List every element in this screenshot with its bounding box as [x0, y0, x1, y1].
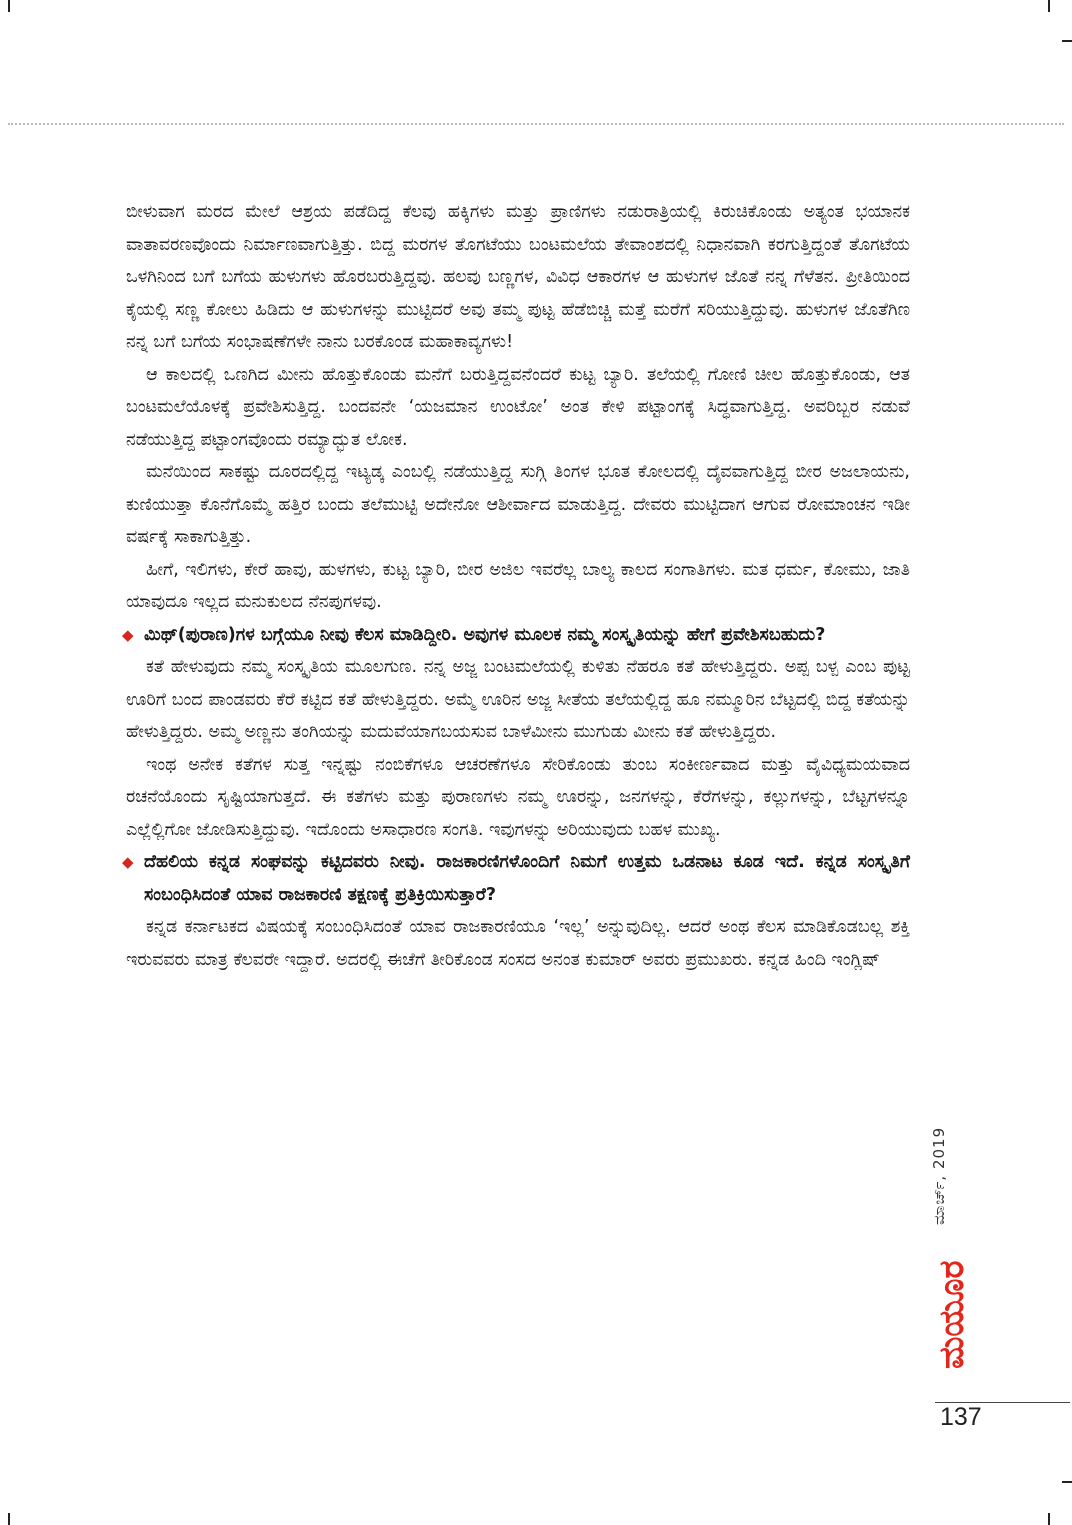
- question-text: ದೆಹಲಿಯ ಕನ್ನಡ ಸಂಘವನ್ನು ಕಟ್ಟಿದವರು ನೀವು. ರಾಜಕಾರಣಿಗಳೊಂದಿಗೆ ನಿಮಗೆ ಉತ್ತಮ ಒಡನಾಟ ಕೂಡ ಇದೆ. ಕನ್ನಡ ಸಂಸ್ಕೃತಿಗೆ ಸಂಬಂಧಿಸಿದಂತೆ ಯಾವ ರಾಜಕಾರಣಿ ತಕ್ಷಣಕ್ಕೆ ಪ್ರತಿಕ್ರಿಯಿಸುತ್ತಾರೆ?: [144, 852, 910, 905]
- crop-mark-top-right: [1048, 0, 1050, 12]
- question-text: ಮಿಥ್(ಪುರಾಣ)ಗಳ ಬಗ್ಗೆಯೂ ನೀವು ಕೆಲಸ ಮಾಡಿದ್ದೀರಿ. ಅವುಗಳ ಮೂಲಕ ನಮ್ಮ ಸಂಸ್ಕೃತಿಯನ್ನು ಹೇಗೆ ಪ್ರವೇಶಿಸಬಹುದು?: [144, 624, 826, 645]
- crop-mark-top-left: [8, 0, 10, 12]
- diamond-bullet-icon: ◆: [122, 853, 134, 871]
- diamond-bullet-icon: ◆: [122, 625, 134, 644]
- paragraph-6: ಇಂಥ ಅನೇಕ ಕತೆಗಳ ಸುತ್ತ ಇನ್ನಷ್ಟು ನಂಬಿಕೆಗಳೂ ಆಚರಣೆಗಳೂ ಸೇರಿಕೊಂಡು ತುಂಬ ಸಂಕೀರ್ಣವಾದ ಮತ್ತು ವೈವಿಧ್ಯಮಯವಾದ ರಚನೆಯೊಂದು ಸೃಷ್ಟಿಯಾಗುತ್ತದೆ. ಈ ಕತೆಗಳು ಮತ್ತು ಪುರಾಣಗಳು ನಮ್ಮ ಊರನ್ನು, ಜನಗಳನ್ನು, ಕೆರೆಗಳನ್ನು, ಕಲ್ಲುಗಳನ್ನು, ಬೆಟ್ಟಗಳನ್ನೂ ಎಲ್ಲೆಲ್ಲಿಗೋ ಜೋಡಿಸುತ್ತಿದ್ದುವು. ಇದೊಂದು ಅಸಾಧಾರಣ ಸಂಗತಿ. ಇವುಗಳನ್ನು ಅರಿಯುವುದು ಬಹಳ ಮುಖ್ಯ.: [126, 754, 910, 840]
- crop-mark-right-upper: [1062, 40, 1072, 42]
- paragraph-7: ಕನ್ನಡ ಕರ್ನಾಟಕದ ವಿಷಯಕ್ಕೆ ಸಂಬಂಧಿಸಿದಂತೆ ಯಾವ ರಾಜಕಾರಣಿಯೂ ‘ಇಲ್ಲ’ ಅನ್ನುವುದಿಲ್ಲ. ಆದರೆ ಅಂಥ ಕೆಲಸ ಮಾಡಿಕೊಡಬಲ್ಲ ಶಕ್ತಿ ಇರುವವರು ಮಾತ್ರ ಕೆಲವರೇ ಇದ್ದಾರೆ. ಅದರಲ್ಲಿ ಈಚೆಗೆ ತೀರಿಕೊಂಡ ಸಂಸದ ಅನಂತ ಕುಮಾರ್ ಅವರು ಪ್ರಮುಖರು. ಕನ್ನಡ ಹಿಂದಿ ಇಂಗ್ಲಿಷ್: [126, 917, 910, 970]
- crop-mark-bottom-left: [8, 1513, 10, 1525]
- paragraph-3: ಮನೆಯಿಂದ ಸಾಕಷ್ಟು ದೂರದಲ್ಲಿದ್ದ ಇಟ್ಯಡ್ಕ ಎಂಬಲ್ಲಿ ನಡೆಯುತ್ತಿದ್ದ ಸುಗ್ಗಿ ತಿಂಗಳ ಭೂತ ಕೋಲದಲ್ಲಿ ದೈವವಾಗುತ್ತಿದ್ದ ಬೀರ ಅಜಲಾಯನು, ಕುಣಿಯುತ್ತಾ ಕೊನೆಗೊಮ್ಮೆ ಹತ್ತಿರ ಬಂದು ತಲೆಮುಟ್ಟಿ ಅದೇನೋ ಆಶೀರ್ವಾದ ಮಾಡುತ್ತಿದ್ದ. ದೇವರು ಮುಟ್ಟಿದಾಗ ಆಗುವ ರೋಮಾಂಚನ ಇಡೀ ವರ್ಷಕ್ಕೆ ಸಾಕಾಗುತ್ತಿತ್ತು.: [126, 462, 910, 547]
- crop-mark-right-lower: [1062, 1481, 1072, 1483]
- paragraph-1: ಬೀಳುವಾಗ ಮರದ ಮೇಲೆ ಆಶ್ರಯ ಪಡೆದಿದ್ದ ಕೆಲವು ಹಕ್ಕಿಗಳು ಮತ್ತು ಪ್ರಾಣಿಗಳು ನಡುರಾತ್ರಿಯಲ್ಲಿ ಕಿರುಚಿಕೊಂಡು ಅತ್ಯಂತ ಭಯಾನಕ ವಾತಾವರಣವೊಂದು ನಿರ್ಮಾಣವಾಗುತ್ತಿತ್ತು. ಬಿದ್ದ ಮರಗಳ ತೊಗಟೆಯು ಬಂಟಮಲೆಯ ತೇವಾಂಶದಲ್ಲಿ ನಿಧಾನವಾಗಿ ಕರಗುತ್ತಿದ್ದಂತೆ ತೊಗಟೆಯ ಒಳಗಿನಿಂದ ಬಗೆ ಬಗೆಯ ಹುಳುಗಳು ಹೊರಬರುತ್ತಿದ್ದವು. ಹಲವು ಬಣ್ಣಗಳ, ವಿವಿಧ ಆಕಾರಗಳ ಆ ಹುಳುಗಳ ಜೊತೆ ನನ್ನ ಗೆಳೆತನ. ಪ್ರೀತಿಯಿಂದ ಕೈಯಲ್ಲಿ ಸಣ್ಣ ಕೋಲು ಹಿಡಿದು ಆ ಹುಳುಗಳನ್ನು ಮುಟ್ಟಿದರೆ ಅವು ತಮ್ಮ ಪುಟ್ಟ ಹೆಡೆಬಿಚ್ಚಿ ಮತ್ತೆ ಮರೆಗೆ ಸರಿಯುತ್ತಿದ್ದುವು. ಹುಳುಗಳ ಜೊತೆಗಿಣ ನನ್ನ ಬಗೆ ಬಗೆಯ ಸಂಭಾಷಣೆಗಳೇ ನಾನು ಬರಕೊಂಡ ಮಹಾಕಾವ್ಯಗಳು!: [126, 202, 910, 352]
- interview-question-2: [122, 846, 910, 911]
- article-body: [122, 196, 910, 976]
- interview-question-1: [122, 619, 910, 652]
- header-dotted-rule: [8, 123, 1064, 125]
- paragraph-4: ಹೀಗೆ, ಇಲಿಗಳು, ಕೇರೆ ಹಾವು, ಹುಳಗಳು, ಕುಟ್ಟ ಬ್ಯಾರಿ, ಬೀರ ಅಜಿಲ ಇವರೆಲ್ಲ ಬಾಲ್ಯ ಕಾಲದ ಸಂಗಾತಿಗಳು. ಮತ ಧರ್ಮ, ಕೋಮು, ಜಾತಿ ಯಾವುದೂ ಇಲ್ಲದ ಮನುಕುಲದ ನೆನಪುಗಳವು.: [126, 559, 910, 612]
- paragraph-5: ಕತೆ ಹೇಳುವುದು ನಮ್ಮ ಸಂಸ್ಕೃತಿಯ ಮೂಲಗುಣ. ನನ್ನ ಅಜ್ಜ ಬಂಟಮಲೆಯಲ್ಲಿ ಕುಳಿತು ನೆಹರೂ ಕತೆ ಹೇಳುತ್ತಿದ್ದರು. ಅಪ್ಪ ಬಳ್ಪ ಎಂಬ ಪುಟ್ಟ ಊರಿಗೆ ಬಂದ ಪಾಂಡವರು ಕೆರೆ ಕಟ್ಟಿದ ಕತೆ ಹೇಳುತ್ತಿದ್ದರು. ಅಮ್ಮೆ ಊರಿನ ಅಜ್ಜ ಸೀತೆಯ ತಲೆಯಲ್ಲಿದ್ದ ಹೂ ನಮ್ಮೂರಿನ ಬೆಟ್ಟದಲ್ಲಿ ಬಿದ್ದ ಕತೆಯನ್ನು ಹೇಳುತ್ತಿದ್ದರು. ಅಮ್ಮ ಅಣ್ಣನು ತಂಗಿಯನ್ನು ಮದುವೆಯಾಗಬಯಸುವ ಬಾಳೆಮೀನು ಮುಗುಡು ಮೀನು ಕತೆ ಹೇಳುತ್ತಿದ್ದರು.: [126, 657, 910, 742]
- paragraph-2: ಆ ಕಾಲದಲ್ಲಿ ಒಣಗಿದ ಮೀನು ಹೊತ್ತುಕೊಂಡು ಮನೆಗೆ ಬರುತ್ತಿದ್ದವನೆಂದರೆ ಕುಟ್ಟ ಬ್ಯಾರಿ. ತಲೆಯಲ್ಲಿ ಗೋಣಿ ಚೀಲ ಹೊತ್ತುಕೊಂಡು, ಆತ ಬಂಟಮಲೆಯೊಳಕ್ಕೆ ಪ್ರವೇಶಿಸುತ್ತಿದ್ದ. ಬಂದವನೇ ‘ಯಜಮಾನ ಉಂಟೋ’ ಅಂತ ಕೇಳಿ ಪಟ್ಟಾಂಗಕ್ಕೆ ಸಿದ್ಧವಾಗುತ್ತಿದ್ದ. ಅವರಿಬ್ಬರ ನಡುವೆ ನಡೆಯುತ್ತಿದ್ದ ಪಟ್ಟಾಂಗವೊಂದು ರಮ್ಯಾದ್ಭುತ ಲೋಕ.: [126, 364, 910, 450]
- crop-mark-bottom-right: [1048, 1513, 1050, 1525]
- page-number: 137: [940, 1403, 982, 1431]
- issue-date: ಮಾರ್ಚ್, 2019: [930, 1126, 948, 1225]
- magazine-masthead: ಮಯೂರ: [932, 1260, 972, 1370]
